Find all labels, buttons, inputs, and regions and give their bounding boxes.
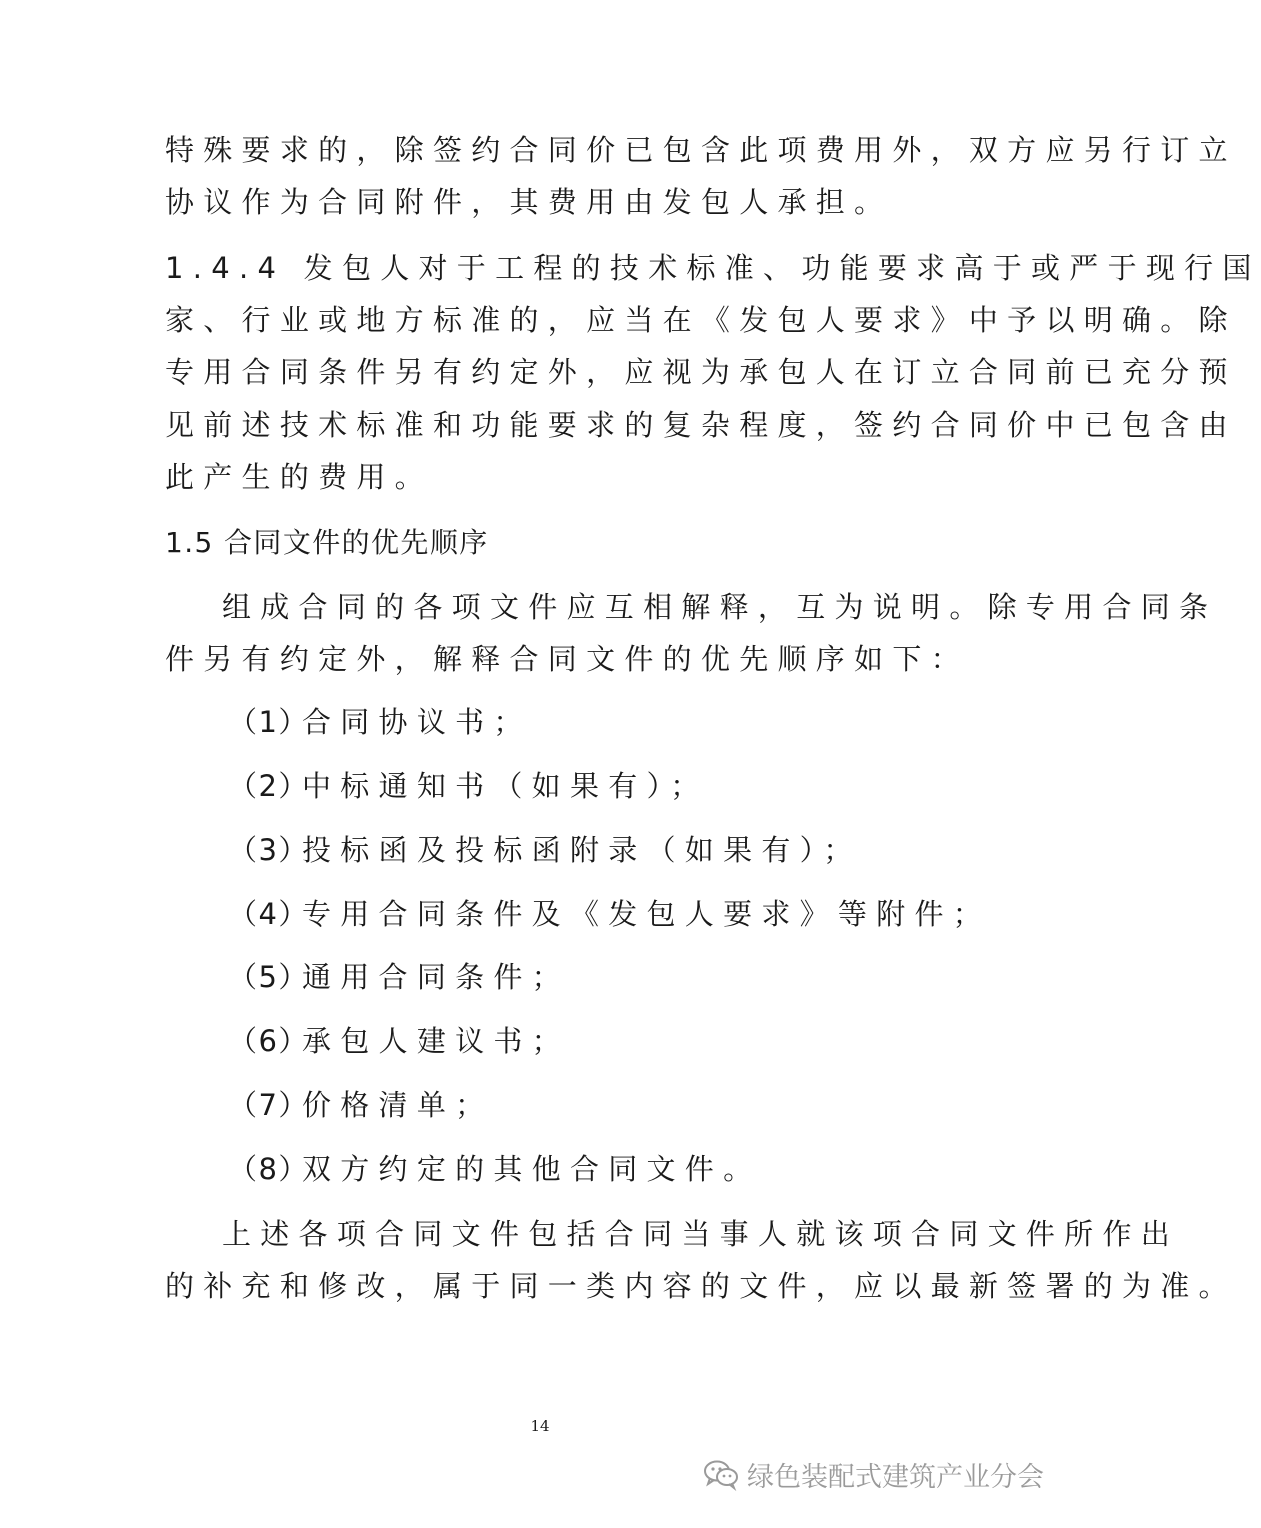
page-number: 14 [530, 1417, 550, 1435]
list-item-number: （6） [228, 1024, 309, 1058]
paragraph-line: 上述各项合同文件包括合同当事人就该项合同文件所作出 [222, 1217, 1180, 1251]
list-item-text: 专用合同条件及《发包人要求》等附件； [302, 897, 992, 931]
list-item [228, 959, 570, 995]
list-item [228, 1151, 761, 1187]
list-item-number: （4） [228, 897, 309, 931]
section-heading: 1.5 合同文件的优先顺序 [165, 526, 489, 559]
paragraph-line: 家、行业或地方标准的，应当在《发包人要求》中予以明确。除 [165, 303, 1237, 337]
list-item-number: （5） [228, 960, 309, 994]
list-item [228, 1087, 493, 1123]
paragraph-line: 特殊要求的，除签约合同价已包含此项费用外，双方应另行订立 [165, 133, 1237, 167]
paragraph-line: 件另有约定外，解释合同文件的优先顺序如下： [165, 642, 969, 676]
watermark-text: 绿色装配式建筑产业分会 [747, 1461, 1044, 1493]
paragraph-line: 专用合同条件另有约定外，应视为承包人在订立合同前已充分预 [165, 355, 1237, 389]
paragraph-line: 组成合同的各项文件应互相解释，互为说明。除专用合同条 [222, 590, 1218, 624]
paragraph-line: 1.4.4 发包人对于工程的技术标准、功能要求高于或严于现行国 [165, 251, 1261, 285]
list-item-text: 中标通知书（如果有）； [302, 769, 709, 803]
list-item-text: 承包人建议书； [302, 1024, 570, 1058]
list-item-number: （1） [228, 705, 309, 739]
list-item [228, 704, 532, 740]
list-item [228, 896, 991, 932]
watermark [703, 1452, 1044, 1496]
list-item-number: （3） [228, 833, 309, 867]
list-item-text: 投标函及投标函附录（如果有）； [302, 833, 862, 867]
list-item-text: 通用合同条件； [302, 960, 570, 994]
list-item [228, 832, 862, 868]
list-item-text: 合同协议书； [302, 705, 532, 739]
list-item [228, 1023, 570, 1059]
paragraph-line: 此产生的费用。 [165, 460, 433, 494]
list-item-number: （2） [228, 769, 309, 803]
list-item-text: 价格清单； [302, 1088, 494, 1122]
paragraph-line: 见前述技术标准和功能要求的复杂程度，签约合同价中已包含由 [165, 408, 1237, 442]
list-item-text: 双方约定的其他合同文件。 [302, 1152, 762, 1186]
list-item-number: （7） [228, 1088, 309, 1122]
wechat-icon [703, 1459, 739, 1489]
list-item [228, 768, 709, 804]
list-item-number: （8） [228, 1152, 309, 1186]
paragraph-line: 协议作为合同附件，其费用由发包人承担。 [165, 185, 893, 219]
paragraph-line: 的补充和修改，属于同一类内容的文件，应以最新签署的为准。 [165, 1269, 1237, 1303]
